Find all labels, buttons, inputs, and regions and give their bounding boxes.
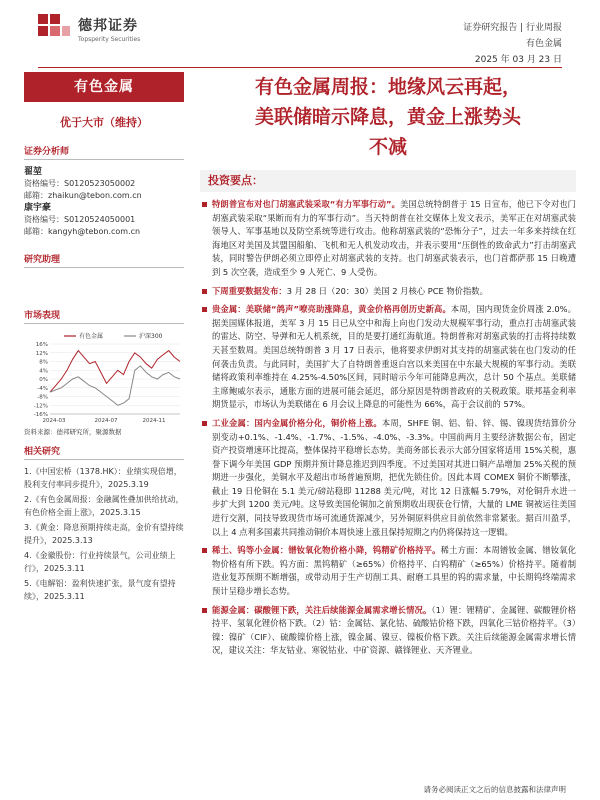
key-point-text: 美国总统特朗普于 15 日宣布，他已下令对也门胡塞武装采取“果断而有力的军事行动”。当天特朗普在社交媒体上发文表示，美军正在对胡塞武装领导人、军事基地以及防空系统等进行攻击。他称胡塞武装的“恐怖分子”，过去一年多来持续在红海地区对美国及其盟国船舶、飞机和无人机发动攻击，并表示要用“压倒性的致命武力”打击胡塞武装，同时警告伊朗必须立即停止对胡塞武装的支持。也门胡塞武装表示，也门首都萨那 15 日晚遭到 5 次空袭，造成至少 9 人死亡、9 人受伤。 (212, 199, 576, 277)
key-point (200, 417, 576, 539)
report-title (200, 72, 576, 162)
title-line: 不减 (368, 136, 407, 158)
y-tick-label: -4% (37, 385, 48, 392)
y-tick-label: 4% (39, 368, 48, 375)
legend-label-index: 沪深300 (139, 333, 163, 340)
report-date: 2025 年 03 月 23 日 (474, 55, 562, 65)
legend-label-sector: 有色金属 (79, 333, 104, 340)
y-tick-label: 0% (39, 377, 48, 383)
key-point (200, 285, 576, 299)
analyst-cert: 资格编号：S0120523050002 (24, 179, 136, 188)
key-point-text: 稀土方面：本周镨钕金属、镨钕氧化物价格有所下跌。钨方面：黑钨精矿（≥65%）价格持平、白钨精矿（≥65%）价格持平。随着制造业复苏预期不断增强，或带动用于生产切削工具、耐磨工具里的钨的需求量，中长期钨终端需求预计呈稳步增长态势。 (212, 545, 576, 597)
key-point-lead: 贵金属：美联储“鸽声”嘹亮助涨降息，黄金价格再创历史新高。 (212, 304, 451, 315)
key-point-lead: 特朗普宣布对也门胡塞武装采取“有力军事行动”。 (212, 199, 401, 209)
key-point-lead: 下周重要数据发布： (212, 285, 287, 296)
company-logo (38, 14, 140, 44)
footer-disclaimer: 请务必阅读正文之后的信息披露和法律声明 (423, 785, 566, 794)
market-chart (24, 330, 184, 425)
y-tick-label: -12% (33, 403, 48, 410)
logo-name-en: Topsperity Securities (78, 36, 141, 43)
key-points-heading: 投资要点： (200, 170, 576, 192)
report-sector: 有色金属 (525, 39, 562, 49)
key-point-text: 3 月 28 日（20：30）美国 2 月核心 PCE 物价指数。 (286, 285, 488, 296)
analyst-heading: 证券分析师 (24, 144, 184, 160)
x-tick-label: 2024-07 (94, 418, 118, 424)
key-points-list (200, 198, 576, 658)
analyst-block (24, 166, 184, 238)
key-point (200, 198, 576, 280)
analyst-cert: 资格编号：S0120524050001 (24, 215, 136, 224)
chart-source: 资料来源：德邦研究所，聚源数据 (24, 428, 122, 436)
y-tick-label: 16% (35, 342, 48, 348)
logo-mark-icon (38, 14, 72, 44)
key-point-lead: 能源金属：碳酸锂下跌，关注后续能源金属需求增长情况。 (212, 604, 432, 615)
key-point (200, 604, 576, 658)
key-point-text: 本周，国内现货金价周涨 2.0%。据美国媒体报道，美军 3 月 15 日已从空中和海上向也门发动大规模军事行动，重点打击胡塞武装的雷达、防空、导弹和无人机系统，目的是要打通红海航道。特朗普称对胡塞武装的打击将持续数天甚至数周。美国总统特朗普 3 月 17 日表示，他将要求伊朗对其支持的胡塞武装在也门发动的任何袭击负责。与此同时，美国扩大了自特朗普重返白宫以来美国在中东最大规模的军事行动。美联储将政策利率维持在 4.25%-4.50%区间，同时暗示今年可能降息两次，总计 50 个基点。美联储主席鲍威尔表示，通胀方面的进展可能会延迟，部分原因是特朗普政府的关税政策。联邦基金利率期货显示，市场认为美联储在 6 月会议上降息的可能性为 66%，高于会议前的 57%。 (212, 304, 576, 410)
key-point-text: 本周，SHFE 铜、铝、铅、锌、锡、镍现货结算价分别变动+0.1%、-1.4%、-1.7%、-1.5%、-4.0%、-3.3%。中国前两月主要经济数据公布，固定资产投资增速环比提高，整体保持平稳增长态势。美商务部长表示大部分国家将适用 15%关税，惠誉下调今年美国 GDP 预期并预计降息推迟到四季度。不过美国对其进口铜产品增加 25%关税的预期进一步强化，美铜水平及超出市场普遍预期，把优先锁住价。因此本周 COMEX 铜价不断攀涨，截止 19 日伦铜在 5.1 美元/磅站稳即 11288 美元/吨，对比 12 日涨幅 5.79%，对伦铜升水进一步扩大到 1200 美元/吨。这导致美国伦铜加之前预期收出现获仓行情，大量的 LME 铜被运往美国进行交割，同技导致现货市场可流通货源减少，另外铜原料供应目前依然非常紧张。据百川盈孚，以上 4 点利多国素共同推动铜价本周快速上涨且保持短期之内仍将保持这一逻辑。 (212, 417, 576, 537)
sidebar (24, 72, 184, 606)
main-content (200, 72, 576, 663)
analyst-name: 康宇豪 (24, 203, 52, 213)
key-point (200, 303, 576, 412)
y-tick-label: -16% (33, 412, 48, 418)
related-list (24, 466, 184, 603)
y-tick-label: -8% (37, 394, 48, 401)
related-item[interactable]: 5.《电解铝：盈利快速扩张，景气度有望持续》，2025.3.11 (24, 579, 176, 601)
analyst-email[interactable]: 邮箱：zhaikun@tebon.com.cn (24, 191, 142, 200)
analyst-name: 翟堃 (24, 167, 43, 177)
report-meta (463, 20, 562, 68)
market-chart-svg (24, 330, 184, 425)
series-line-1 (50, 366, 180, 405)
analyst-email[interactable]: 邮箱：kangyh@tebon.com.cn (24, 227, 141, 236)
key-point-lead: 工业金属：国内金属价格分化，铜价格上涨。 (212, 417, 382, 428)
x-tick-label: 2024-11 (142, 418, 166, 424)
title-line: 有色金属周报：地缘风云再起， (254, 76, 521, 98)
title-line: 美联储暗示降息，黄金上涨势头 (254, 106, 521, 128)
logo-name-cn: 德邦证券 (78, 18, 138, 34)
assist-heading: 研究助理 (24, 252, 184, 268)
market-heading: 市场表现 (24, 308, 184, 324)
y-tick-label: 12% (35, 350, 48, 357)
key-point (200, 544, 576, 598)
header-divider (38, 67, 562, 68)
related-item[interactable]: 1.《中国宏桥（1378.HK）：业绩实现倍增，股利支付率同步提升》，2025.3.19 (24, 467, 182, 489)
key-point-text: （1）锂：锂精矿、金属锂、碳酸锂价格持平、氢氧化锂价格下跌。（2）钴：金属钴、氯化钴、硫酸钴价格下跌，四氧化三钴价格持平。（3）镍：镍矿（CIF）、硫酸镍价格上涨，镍金属、镍豆、镍板价格下跌。关注后续能源金属需求增长情况，建议关注：华友钴业、寒锐钴业、中矿资源、赣锋锂业、天齐锂业。 (212, 604, 576, 656)
series-line-0 (50, 351, 180, 393)
rating: 优于大市（维持） (60, 116, 148, 129)
x-tick-label: 2024-03 (42, 418, 66, 424)
related-item[interactable]: 4.《金徽股份：行业持续景气，公司业绩上行》，2025.3.11 (24, 551, 176, 573)
sector-box: 有色金属 (24, 72, 184, 102)
y-tick-label: 8% (39, 359, 48, 366)
report-type: 证券研究报告 | 行业周报 (463, 23, 562, 33)
related-item[interactable]: 2.《有色金属周报：金融属性叠加供给扰动，有色价格全面上涨》，2025.3.15 (24, 495, 184, 517)
related-heading: 相关研究 (24, 444, 184, 460)
key-point-lead: 稀土、钨等小金属：镨钕氧化物价格小降，钨精矿价格持平。 (212, 545, 441, 556)
related-item[interactable]: 3.《黄金：降息预期持续走高，金价有望持续提升》，2025.3.13 (24, 523, 184, 545)
